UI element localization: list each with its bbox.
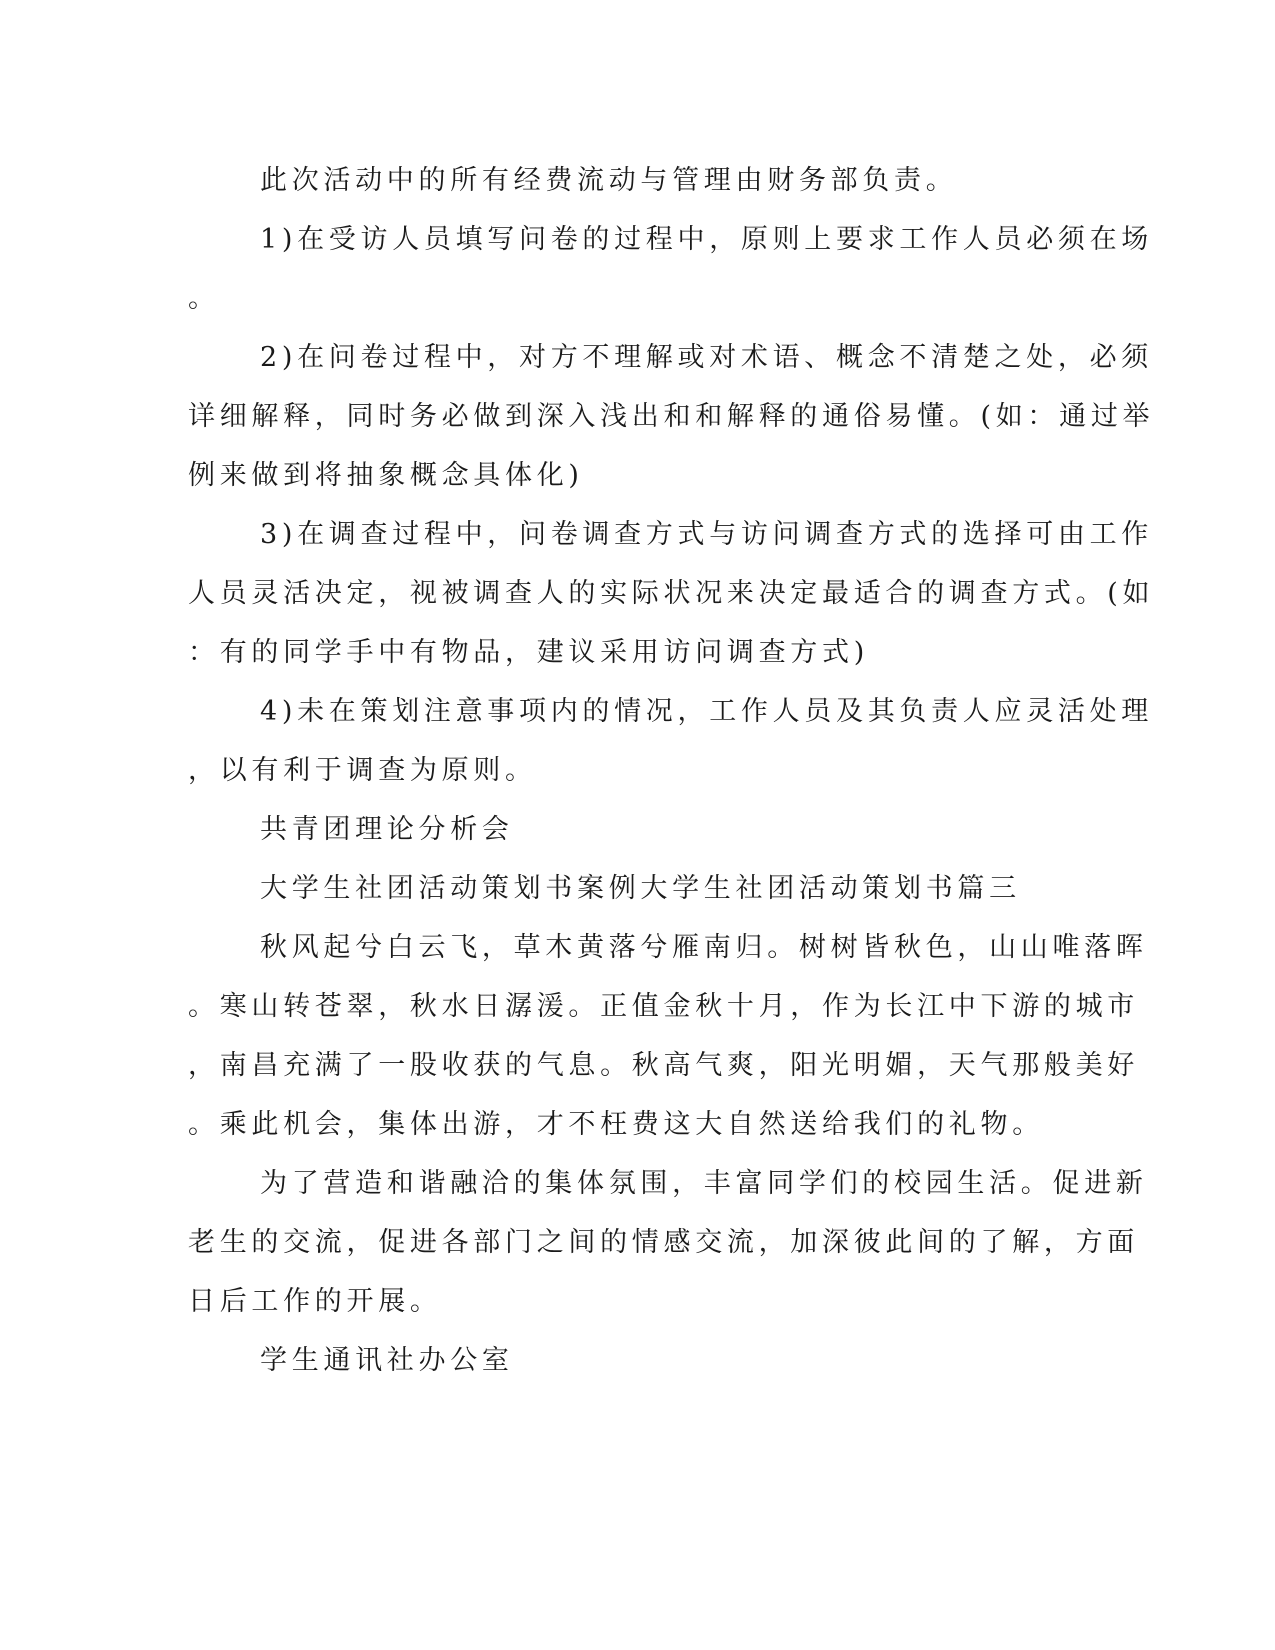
text-line: 为了营造和谐融洽的集体氛围，丰富同学们的校园生活。促进新 [260,1168,1148,1199]
text-line: 人员灵活决定，视被调查人的实际状况来决定最适合的调查方式。(如 [188,578,1155,609]
text-line: 老生的交流，促进各部门之间的情感交流，加深彼此间的了解，方面 [188,1227,1139,1258]
text-line: ：有的同学手中有物品，建议采用访问调查方式) [188,637,869,668]
text-line: 1)在受访人员填写问卷的过程中，原则上要求工作人员必须在场 [260,224,1154,255]
text-line: ，以有利于调查为原则。 [188,755,537,786]
text-line: 此次活动中的所有经费流动与管理由财务部负责。 [260,165,958,196]
text-line: 。 [188,283,220,314]
text-line: 。乘此机会，集体出游，才不枉费这大自然送给我们的礼物。 [188,1109,1044,1140]
text-line: 秋风起兮白云飞，草木黄落兮雁南归。树树皆秋色，山山唯落晖 [260,932,1148,963]
text-line: 例来做到将抽象概念具体化) [188,460,584,491]
text-line: ，南昌充满了一股收获的气息。秋高气爽，阳光明媚，天气那般美好 [188,1050,1139,1081]
text-line: 3)在调查过程中，问卷调查方式与访问调查方式的选择可由工作 [260,519,1154,550]
text-line: 详细解释，同时务必做到深入浅出和和解释的通俗易懂。(如：通过举 [188,401,1155,432]
section-heading: 大学生社团活动策划书案例大学生社团活动策划书篇三 [260,873,1021,904]
text-line: 4)未在策划注意事项内的情况，工作人员及其负责人应灵活处理 [260,696,1154,727]
text-line: 2)在问卷过程中，对方不理解或对术语、概念不清楚之处，必须 [260,342,1154,373]
text-line: 。寒山转苍翠，秋水日潺湲。正值金秋十月，作为长江中下游的城市 [188,991,1139,1022]
section-heading: 共青团理论分析会 [260,814,514,845]
text-line: 日后工作的开展。 [188,1286,442,1317]
section-heading: 学生通讯社办公室 [260,1345,514,1376]
